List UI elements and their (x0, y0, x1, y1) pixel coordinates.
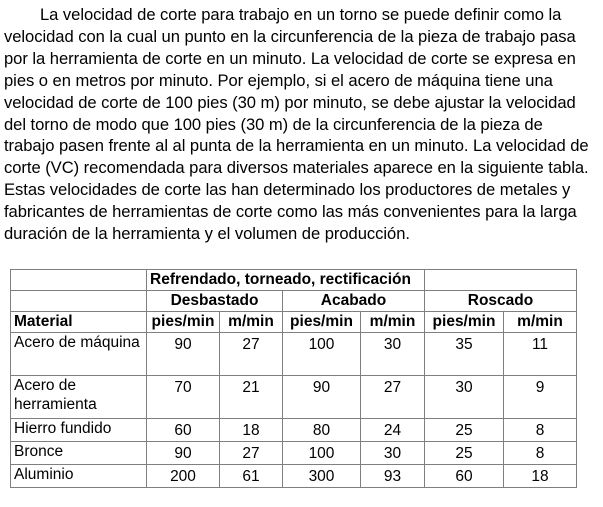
cutting-speed-table-container (10, 269, 577, 488)
material-cell: Hierro fundido (11, 419, 147, 442)
value-cell: 24 (361, 419, 425, 442)
value-cell: 18 (220, 419, 283, 442)
cutting-speed-table (10, 269, 577, 488)
table-row (11, 333, 577, 376)
value-cell: 18 (504, 465, 577, 488)
table-row (11, 376, 577, 419)
empty-header-cell (11, 270, 147, 291)
intro-paragraph: La velocidad de corte para trabajo en un torno se puede definir como la velocidad con la cual un punto en la circunferencia de la pieza de trabajo pasa por la herramienta de corte en un minuto. La velocidad de corte se expresa en pies o en metros por minuto. Por ejemplo, si el acero de máquina tiene una velocidad de corte de 100 pies (30 m) por minuto, se debe ajustar la velocidad del torno de modo que 100 pies (30 m) de la circunferencia de la pieza de trabajo pasen frente al al punta de la herramienta en un minuto. La velocidad de corte (VC) recomendada para diversos materiales aparece en la siguiente tabla. Estas velocidades de corte las han determinado los productores de metales y fabricantes de herramientas de corte como las más convenientes para la larga duración de la herramienta y el volumen de producción. (4, 5, 589, 244)
header-roscado: Roscado (425, 291, 577, 312)
value-cell: 11 (504, 333, 577, 376)
table-header-row-units (11, 312, 577, 333)
material-cell: Bronce (11, 442, 147, 465)
value-cell: 35 (425, 333, 504, 376)
empty-header-cell (11, 291, 147, 312)
table-header-row-group (11, 270, 577, 291)
header-unit: pies/min (147, 312, 220, 333)
value-cell: 25 (425, 442, 504, 465)
header-unit: m/min (361, 312, 425, 333)
material-cell: Acero de máquina (11, 333, 147, 376)
value-cell: 30 (361, 333, 425, 376)
value-cell: 200 (147, 465, 220, 488)
header-material: Material (11, 312, 147, 333)
value-cell: 100 (283, 442, 361, 465)
header-unit: pies/min (425, 312, 504, 333)
value-cell: 30 (425, 376, 504, 419)
header-unit: pies/min (283, 312, 361, 333)
group-header-cell: Refrendado, torneado, rectificación (147, 270, 425, 291)
header-unit: m/min (220, 312, 283, 333)
value-cell: 80 (283, 419, 361, 442)
value-cell: 90 (147, 333, 220, 376)
value-cell: 300 (283, 465, 361, 488)
value-cell: 60 (147, 419, 220, 442)
material-cell: Acero de herramienta (11, 376, 147, 419)
value-cell: 30 (361, 442, 425, 465)
header-unit: m/min (504, 312, 577, 333)
value-cell: 70 (147, 376, 220, 419)
table-row (11, 465, 577, 488)
table-row (11, 419, 577, 442)
value-cell: 27 (220, 333, 283, 376)
value-cell: 60 (425, 465, 504, 488)
value-cell: 61 (220, 465, 283, 488)
value-cell: 90 (147, 442, 220, 465)
material-cell: Aluminio (11, 465, 147, 488)
table-header-row-operations (11, 291, 577, 312)
value-cell: 100 (283, 333, 361, 376)
value-cell: 8 (504, 419, 577, 442)
value-cell: 8 (504, 442, 577, 465)
value-cell: 27 (361, 376, 425, 419)
value-cell: 21 (220, 376, 283, 419)
header-desbastado: Desbastado (147, 291, 283, 312)
value-cell: 27 (220, 442, 283, 465)
value-cell: 9 (504, 376, 577, 419)
empty-header-cell (425, 270, 577, 291)
value-cell: 25 (425, 419, 504, 442)
value-cell: 90 (283, 376, 361, 419)
header-acabado: Acabado (283, 291, 425, 312)
value-cell: 93 (361, 465, 425, 488)
table-row (11, 442, 577, 465)
